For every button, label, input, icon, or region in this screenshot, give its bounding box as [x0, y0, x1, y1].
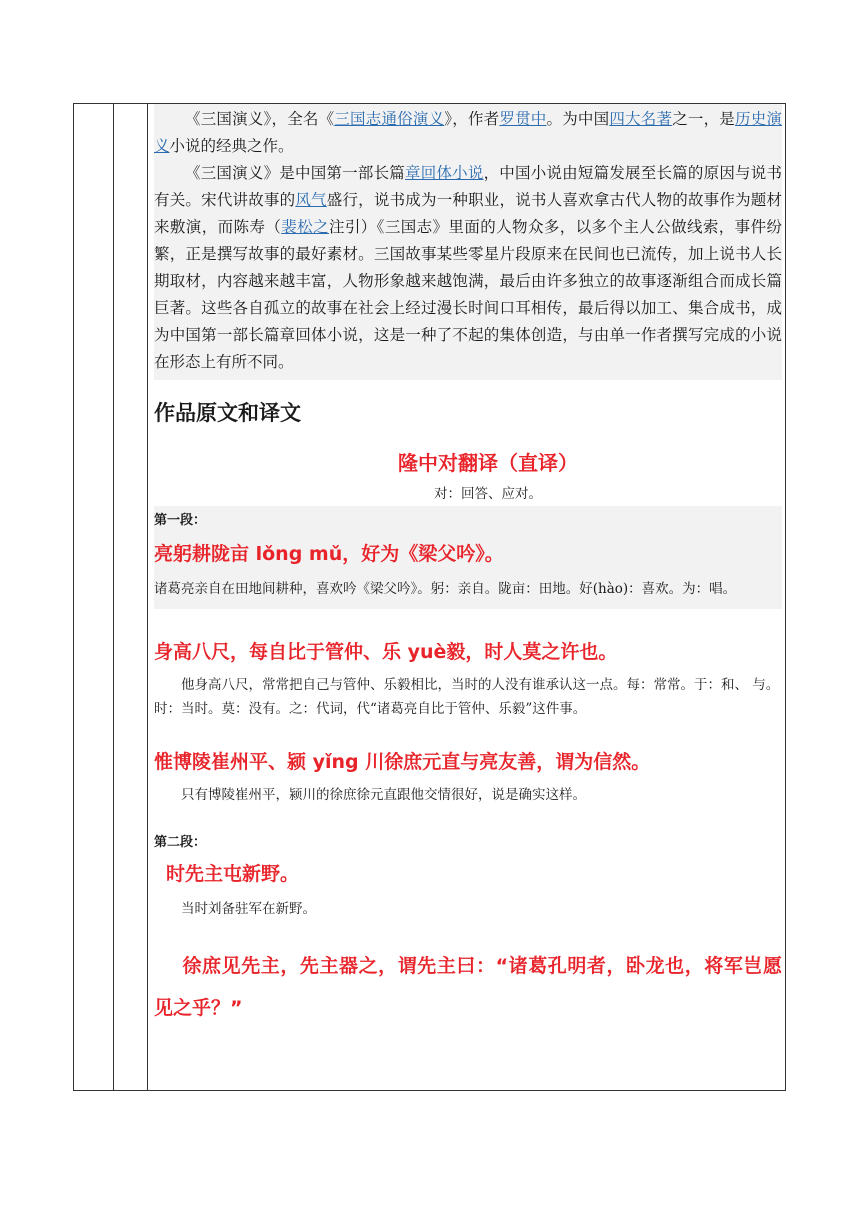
document-table: [73, 103, 786, 1091]
link-historical-romance[interactable]: 历史演义: [154, 110, 782, 155]
link-sanguozhi-tongsu-yanyi[interactable]: 三国志通俗演义: [334, 110, 445, 128]
link-fengqi[interactable]: 风气: [295, 191, 327, 209]
paragraph-label: 第一段：: [154, 513, 207, 528]
doc-title-block: [154, 448, 782, 504]
original-text: 亮躬耕陇亩 lǒng mǔ，好为《梁父吟》。: [154, 543, 504, 565]
doc-note: 对：回答、应对。: [434, 486, 542, 502]
original-text: 时先主屯新野。: [166, 863, 300, 885]
intro-text: 。为中国: [546, 110, 610, 128]
intro-text: 之一，是: [672, 110, 736, 128]
original-text: 惟博陵崔州平、颍 yǐng 川徐庶元直与亮友善，谓为信然。: [154, 751, 651, 773]
original-text: 徐庶见先主，先主器之，谓先主曰：“诸葛孔明者，卧龙也，将军岂愿见之乎？”: [154, 955, 782, 1019]
intro-text: 《三国演义》是中国第一部长篇: [185, 164, 406, 182]
intro-text: 《三国演义》，全名《: [185, 110, 335, 128]
translation-text: 当时刘备驻军在新野。: [181, 901, 316, 917]
link-pei-songzhi[interactable]: 裴松之: [281, 218, 329, 236]
translation-text: 只有博陵崔州平，颍川的徐庶徐元直跟他交情很好，说是确实这样。: [181, 787, 586, 803]
intro-block: [154, 104, 782, 380]
link-four-great-classics[interactable]: 四大名著: [609, 110, 673, 128]
table-column-divider: [113, 104, 114, 1090]
paragraph-1-block: [154, 506, 782, 609]
intro-text: 注引）《三国志》里面的人物众多，以多个主人公做线索，事件纷繁，正是撰写故事的最好素材。三国故事某些零星片段原来在民间也已流传，加上说书人长期取材，内容越来越丰富，人物形象越来越饱满，最后由许多独立的故事逐渐组合而成长篇巨著。这些各自孤立的故事在社会上经过漫长时间口耳相传，最后得以加工、集合成书，成为中国第一部长篇章回体小说，这是一种了不起的集体创造，与由单一作者撰写完成的小说在形态上有所不同。: [154, 218, 782, 371]
intro-text: 小说的经典之作。: [169, 137, 294, 155]
table-column-divider: [147, 104, 148, 1090]
paragraph-label: 第二段：: [154, 835, 207, 850]
translation-text: 诸葛亮亲自在田地间耕种，喜欢吟《梁父吟》。躬：亲自。陇亩：田地。好(hào)：喜欢。为：唱。: [154, 581, 737, 597]
translation-text: 他身高八尺，常常把自己与管仲、乐毅相比，当时的人没有谁承认这一点。每：常常。于：和、 与。时：当时。莫：没有。之：代词，代“诸葛亮自比于管仲、乐毅”这件事。: [154, 677, 780, 717]
link-luo-guanzhong[interactable]: 罗贯中: [499, 110, 547, 128]
doc-title: 隆中对翻译（直译）: [398, 451, 578, 475]
link-zhanghuiti-xiaoshuo[interactable]: 章回体小说: [405, 164, 484, 182]
intro-text: ，中国小说由短篇发展至长篇的原因与说书有关。宋代讲故事的: [154, 164, 782, 209]
original-text: 身高八尺，每自比于管仲、乐 yuè毅，时人莫之许也。: [154, 641, 618, 663]
intro-text: 》，作者: [444, 110, 500, 128]
content-cell: [154, 104, 782, 1090]
intro-paragraph-1: [154, 106, 782, 160]
intro-paragraph-2: [154, 160, 782, 376]
intro-text: 盛行，说书成为一种职业，说书人喜欢拿古代人物的故事作为题材来敷演，而陈寿（: [154, 191, 782, 236]
section-heading: 作品原文和译文: [154, 401, 301, 425]
